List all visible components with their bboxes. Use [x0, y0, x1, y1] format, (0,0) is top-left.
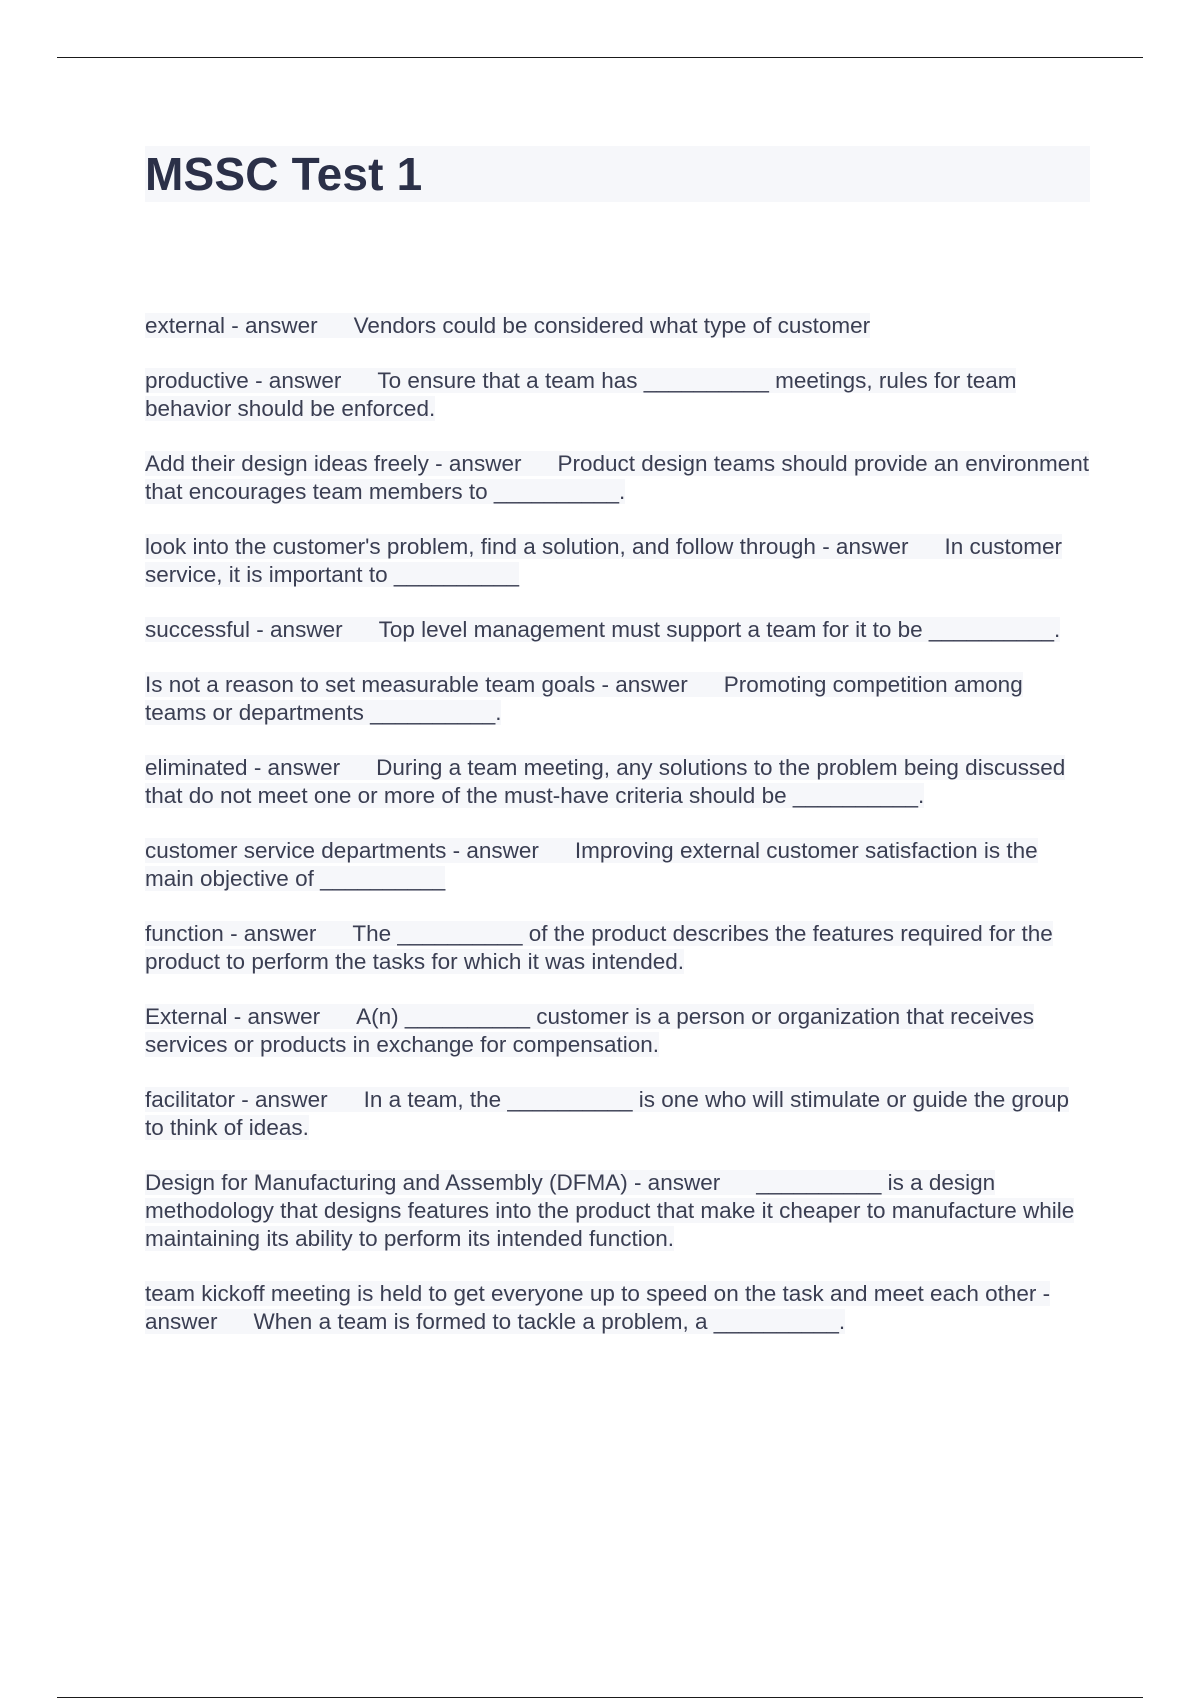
qa-question: In a team, the __________ is one who will stimulate or guide the group to think of ideas. [145, 1087, 1070, 1140]
qa-answer: function [145, 921, 224, 946]
qa-item [145, 1280, 1090, 1336]
document-body [145, 146, 1090, 1363]
qa-question: During a team meeting, any solutions to the problem being discussed that do not meet one or more of the must-have criteria should be __________. [145, 755, 1066, 808]
qa-answer-label: - answer [227, 1004, 321, 1029]
qa-answer-label: - answer [235, 1087, 328, 1112]
qa-question: To ensure that a team has __________ meetings, rules for team behavior should be enforced. [145, 368, 1017, 421]
title-block [145, 146, 1090, 202]
qa-item-text [145, 1170, 1074, 1251]
qa-item [145, 1003, 1090, 1059]
qa-item [145, 312, 1090, 340]
qa-answer-label: - answer [446, 838, 539, 863]
qa-item [145, 754, 1090, 810]
qa-question: Promoting competition among teams or departments __________. [145, 672, 1023, 725]
qa-answer: eliminated [145, 755, 248, 780]
qa-item [145, 920, 1090, 976]
qa-answer-label: - answer [223, 921, 317, 946]
qa-item [145, 616, 1090, 644]
qa-answer: Add their design ideas freely [145, 451, 429, 476]
qa-item [145, 367, 1090, 423]
qa-item-text [145, 755, 1065, 808]
qa-item-text [145, 1281, 1050, 1334]
qa-answer-label: - answer [248, 368, 342, 393]
qa-answer: customer service departments [145, 838, 447, 863]
qa-item-text [145, 1004, 1034, 1057]
qa-answer-label: - answer [250, 617, 343, 642]
qa-item-text [145, 921, 1053, 974]
qa-item [145, 837, 1090, 893]
qa-item-text [145, 617, 1060, 642]
qa-answer-label: - answer [247, 755, 341, 780]
qa-answer-label: - answer [428, 451, 522, 476]
qa-item [145, 450, 1090, 506]
qa-question: Improving external customer satisfaction is the main objective of __________ [145, 838, 1038, 891]
qa-answer: look into the customer's problem, find a solution, and follow through [145, 534, 816, 559]
qa-question: Top level management must support a team for it to be __________. [378, 617, 1061, 642]
qa-question: A(n) __________ customer is a person or organization that receives services or products in exchange for compensation. [145, 1004, 1034, 1057]
qa-item-text [145, 672, 1023, 725]
qa-answer-label: - answer [595, 672, 688, 697]
qa-item [145, 1086, 1090, 1142]
qa-item-text [145, 1087, 1069, 1140]
qa-question: The __________ of the product describes the features required for the product to perform the tasks for which it was intended. [145, 921, 1053, 974]
qa-item-text [145, 534, 1062, 587]
qa-question: Vendors could be considered what type of customer [353, 313, 871, 338]
qa-answer: successful [145, 617, 251, 642]
bottom-rule [57, 1697, 1143, 1698]
qa-item [145, 1169, 1090, 1253]
qa-answer-label: - answer [225, 313, 318, 338]
qa-item-text [145, 313, 870, 338]
qa-question: In customer service, it is important to __________ [145, 534, 1063, 587]
qa-item [145, 671, 1090, 727]
page-title: MSSC Test 1 [145, 148, 423, 200]
qa-item-text [145, 838, 1038, 891]
qa-answer-label: - answer [627, 1170, 721, 1195]
qa-answer: external [145, 313, 226, 338]
qa-question: When a team is formed to tackle a problem, a __________. [253, 1309, 846, 1334]
qa-answer: Design for Manufacturing and Assembly (DFMA) [145, 1170, 628, 1195]
qa-item-text [145, 368, 1016, 421]
qa-answer: External [145, 1004, 228, 1029]
qa-answer-label: - answer [815, 534, 909, 559]
qa-answer: productive [145, 368, 249, 393]
qa-answer: Is not a reason to set measurable team goals [145, 672, 596, 697]
qa-list [145, 312, 1090, 1336]
qa-question: __________ is a design methodology that designs features into the product that make it cheaper to manufacture while maintaining its ability to perform its intended function. [145, 1170, 1075, 1251]
qa-item-text [145, 451, 1089, 504]
qa-answer: facilitator [145, 1087, 236, 1112]
qa-answer: team kickoff meeting is held to get everyone up to speed on the task and meet each other [145, 1281, 1037, 1306]
qa-answer-label: - answer [145, 1281, 1051, 1334]
top-rule [57, 57, 1143, 58]
qa-item [145, 533, 1090, 589]
qa-question: Product design teams should provide an environment that encourages team members to __________. [145, 451, 1090, 504]
